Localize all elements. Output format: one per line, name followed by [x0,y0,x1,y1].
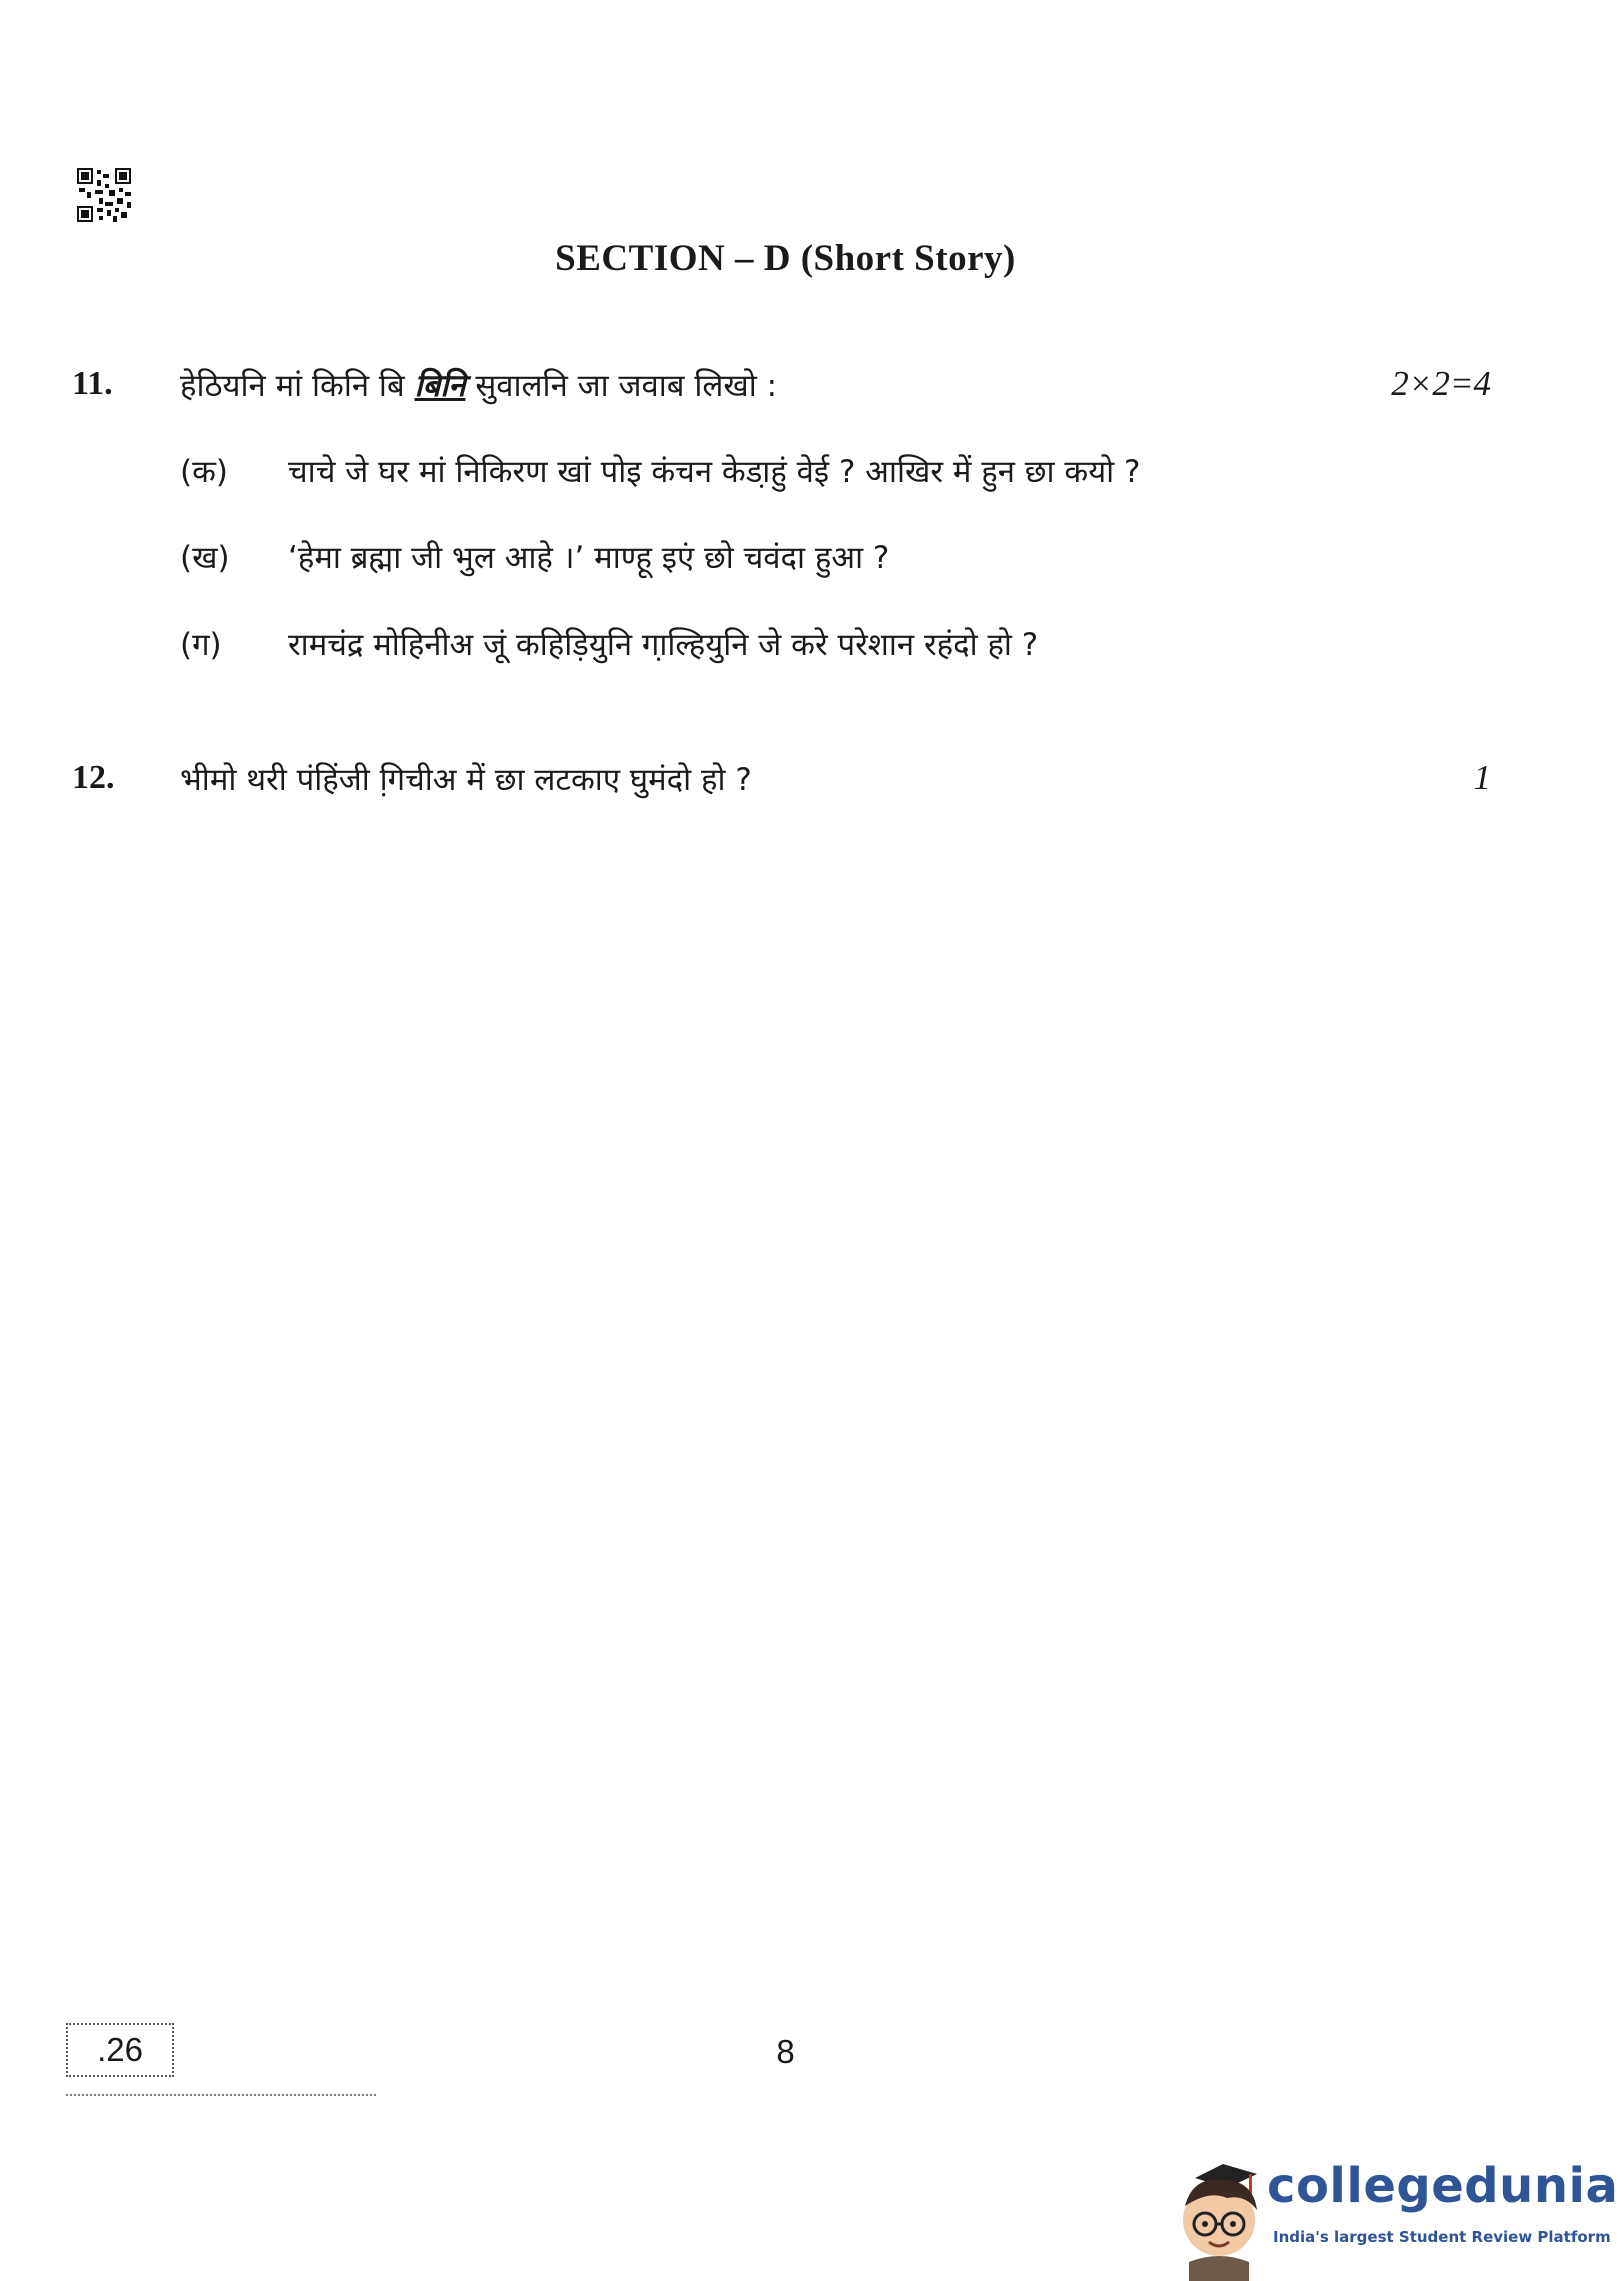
subpart-ga-text: रामचंद्र मोहिनीअ जूं कहिड़ियुनि गा़ल्हियुनि जे करे परेशान रहंदो हो ? [288,627,1039,663]
section-title: SECTION – D (Short Story) [555,238,1016,279]
qr-code-icon [77,168,131,222]
divider [66,2094,376,2096]
question-12-number: 12. [72,759,115,796]
question-12-marks: 1 [1473,758,1491,797]
collegedunia-logo [1165,2140,1618,2281]
mascot-icon [1165,2140,1273,2281]
subpart-ka-label: (क) [180,454,228,490]
question-11-text-after: सुवालनि जा जवाब लिखो : [465,368,778,404]
subpart-kha-text: ‘हेमा ब्रह्मा जी भुल आहे ।’ माण्हू इएं छो चवंदा हुआ ? [288,540,890,576]
brand-tagline: India's largest Student Review Platform [1273,2228,1611,2246]
subpart-ga-label: (ग) [180,627,222,663]
question-11-text [180,364,777,406]
question-11-marks: 2×2=4 [1391,364,1491,403]
question-11-emphasis: बिनि [414,368,466,404]
question-12-text: भीमो थरी पंहिंजी गि़चीअ में छा लटकाए घुमंदो हो ? [180,762,752,798]
subpart-kha-label: (ख) [180,540,230,576]
page-number: 8 [776,2033,795,2070]
question-11-number: 11. [72,365,113,402]
subpart-ka-text: चाचे जे घर मां निकिरण खां पोइ कंचन केडा़हुं वेई ? आखिर में हुन छा कयो ? [288,454,1141,490]
paper-code: .26 [66,2023,174,2077]
brand-name: collegedunia [1267,2158,1618,2214]
question-11-text-before: हेठियनि मां किनि बि [180,368,415,404]
